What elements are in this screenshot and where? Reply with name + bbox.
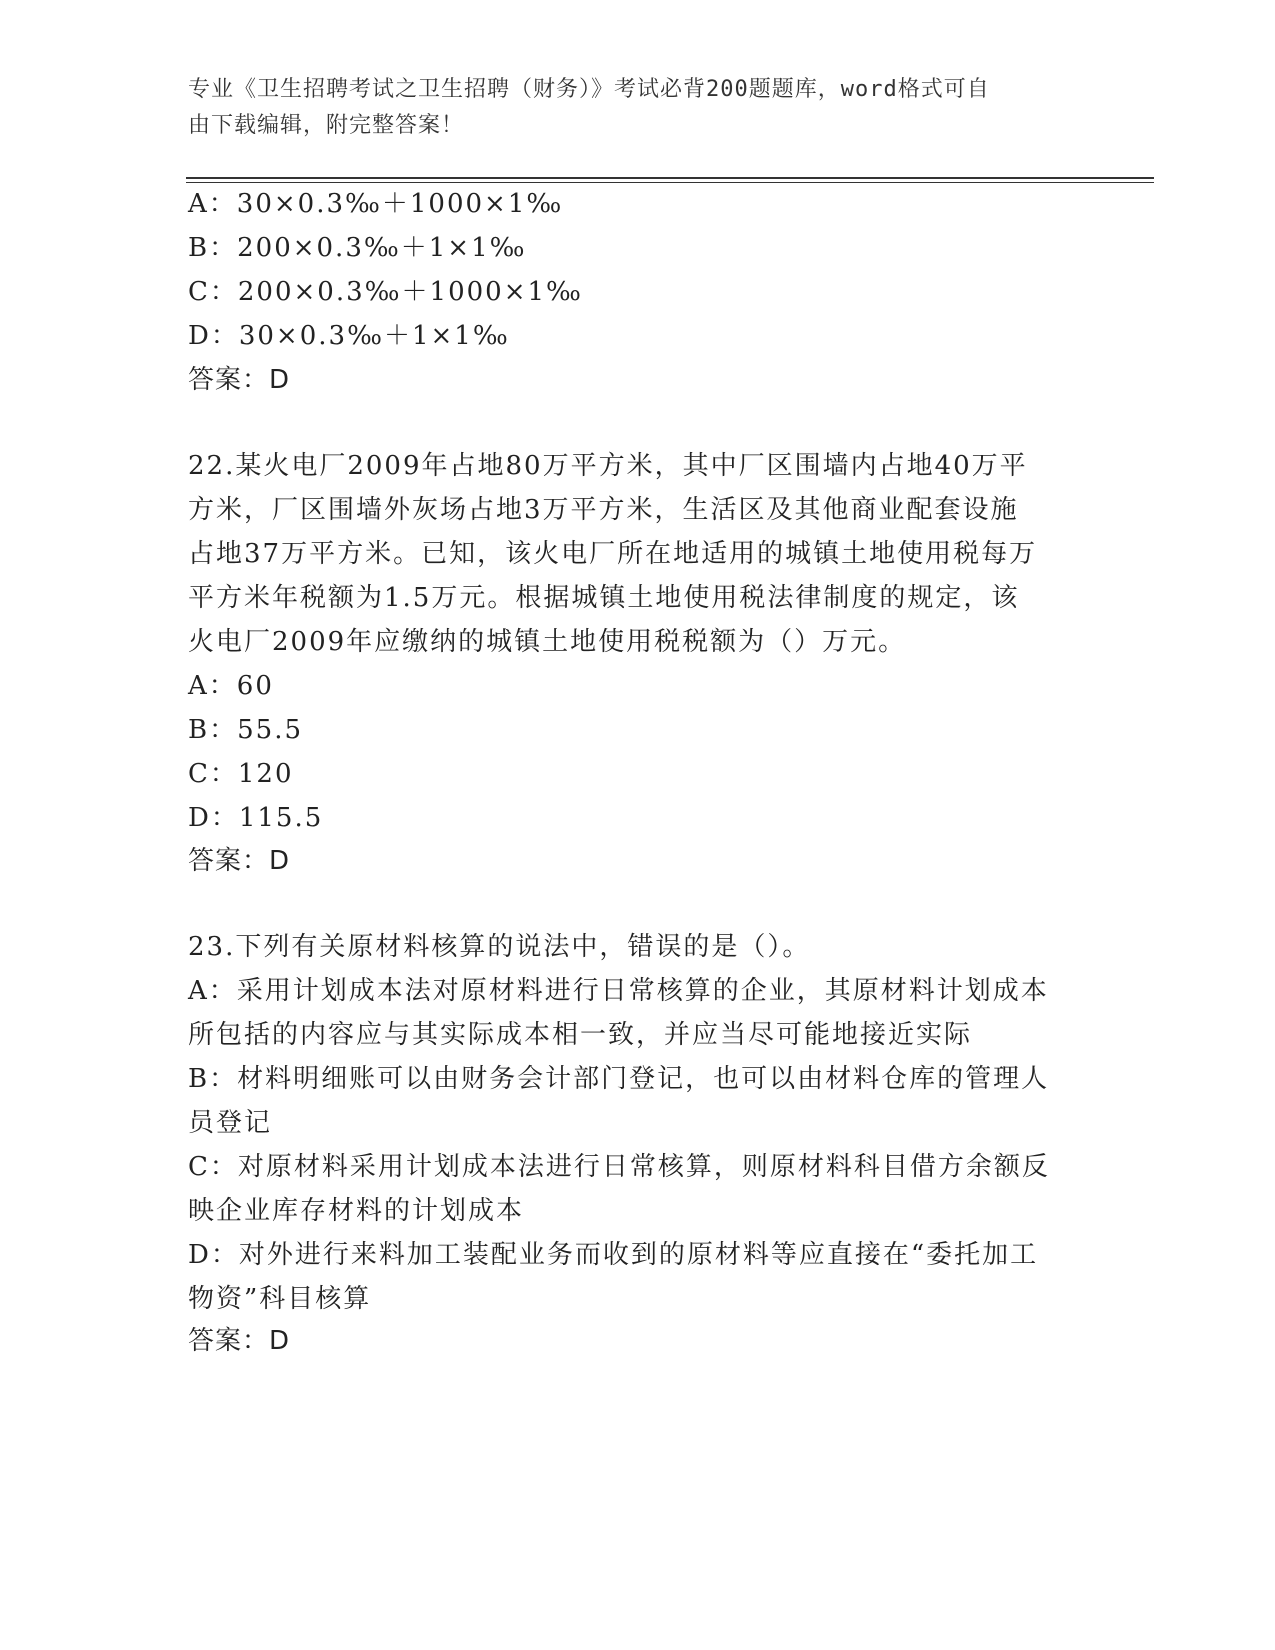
q23-answer: 答案：D — [188, 1326, 291, 1356]
q23-option-a-line-2: 所包括的内容应与其实际成本相一致，并应当尽可能地接近实际 — [188, 1020, 973, 1050]
q23-option-c-line-2: 映企业库存材料的计划成本 — [188, 1196, 525, 1226]
q22-stem-line-4: 平方米年税额为1.5万元。根据城镇土地使用税法律制度的规定，该 — [188, 583, 1020, 613]
header-line-2: 由下载编辑，附完整答案！ — [188, 113, 465, 138]
q21-option-c: C：200×0.3‰＋1000×1‰ — [188, 277, 583, 307]
q21-option-d: D：30×0.3‰＋1×1‰ — [188, 321, 510, 351]
header-divider-bottom — [186, 182, 1154, 183]
q22-answer: 答案：D — [188, 846, 291, 876]
q23-option-d-line-2: 物资”科目核算 — [188, 1284, 372, 1314]
q22-stem-line-5: 火电厂2009年应缴纳的城镇土地使用税税额为（）万元。 — [188, 627, 907, 657]
q22-option-d: D：115.5 — [188, 803, 324, 833]
header-divider-top — [186, 177, 1154, 179]
q23-option-b-line-1: B：材料明细账可以由财务会计部门登记，也可以由材料仓库的管理人 — [188, 1064, 1050, 1094]
q23-option-c-line-1: C：对原材料采用计划成本法进行日常核算，则原材料科目借方余额反 — [188, 1152, 1050, 1182]
q22-option-b: B：55.5 — [188, 715, 303, 745]
q22-stem-line-3: 占地37万平方米。已知，该火电厂所在地适用的城镇土地使用税每万 — [188, 539, 1038, 569]
q21-option-b: B：200×0.3‰＋1×1‰ — [188, 233, 527, 263]
q22-option-a: A：60 — [188, 671, 274, 701]
q21-option-a: A：30×0.3‰＋1000×1‰ — [188, 189, 564, 219]
q23-stem-line-1: 23.下列有关原材料核算的说法中，错误的是（）。 — [188, 932, 811, 962]
q22-stem-line-2: 方米，厂区围墙外灰场占地3万平方米，生活区及其他商业配套设施 — [188, 495, 1019, 525]
header-line-1: 专业《卫生招聘考试之卫生招聘（财务）》考试必背200题题库，word格式可自 — [188, 77, 990, 102]
q22-stem-line-1: 22.某火电厂2009年占地80万平方米，其中厂区围墙内占地40万平 — [188, 451, 1028, 481]
q23-option-d-line-1: D：对外进行来料加工装配业务而收到的原材料等应直接在“委托加工 — [188, 1240, 1039, 1270]
q21-answer: 答案：D — [188, 365, 291, 395]
document-header — [188, 72, 1068, 144]
q22-option-c: C：120 — [188, 759, 294, 789]
q23-option-b-line-2: 员登记 — [188, 1108, 273, 1138]
q23-option-a-line-1: A：采用计划成本法对原材料进行日常核算的企业，其原材料计划成本 — [188, 976, 1049, 1006]
